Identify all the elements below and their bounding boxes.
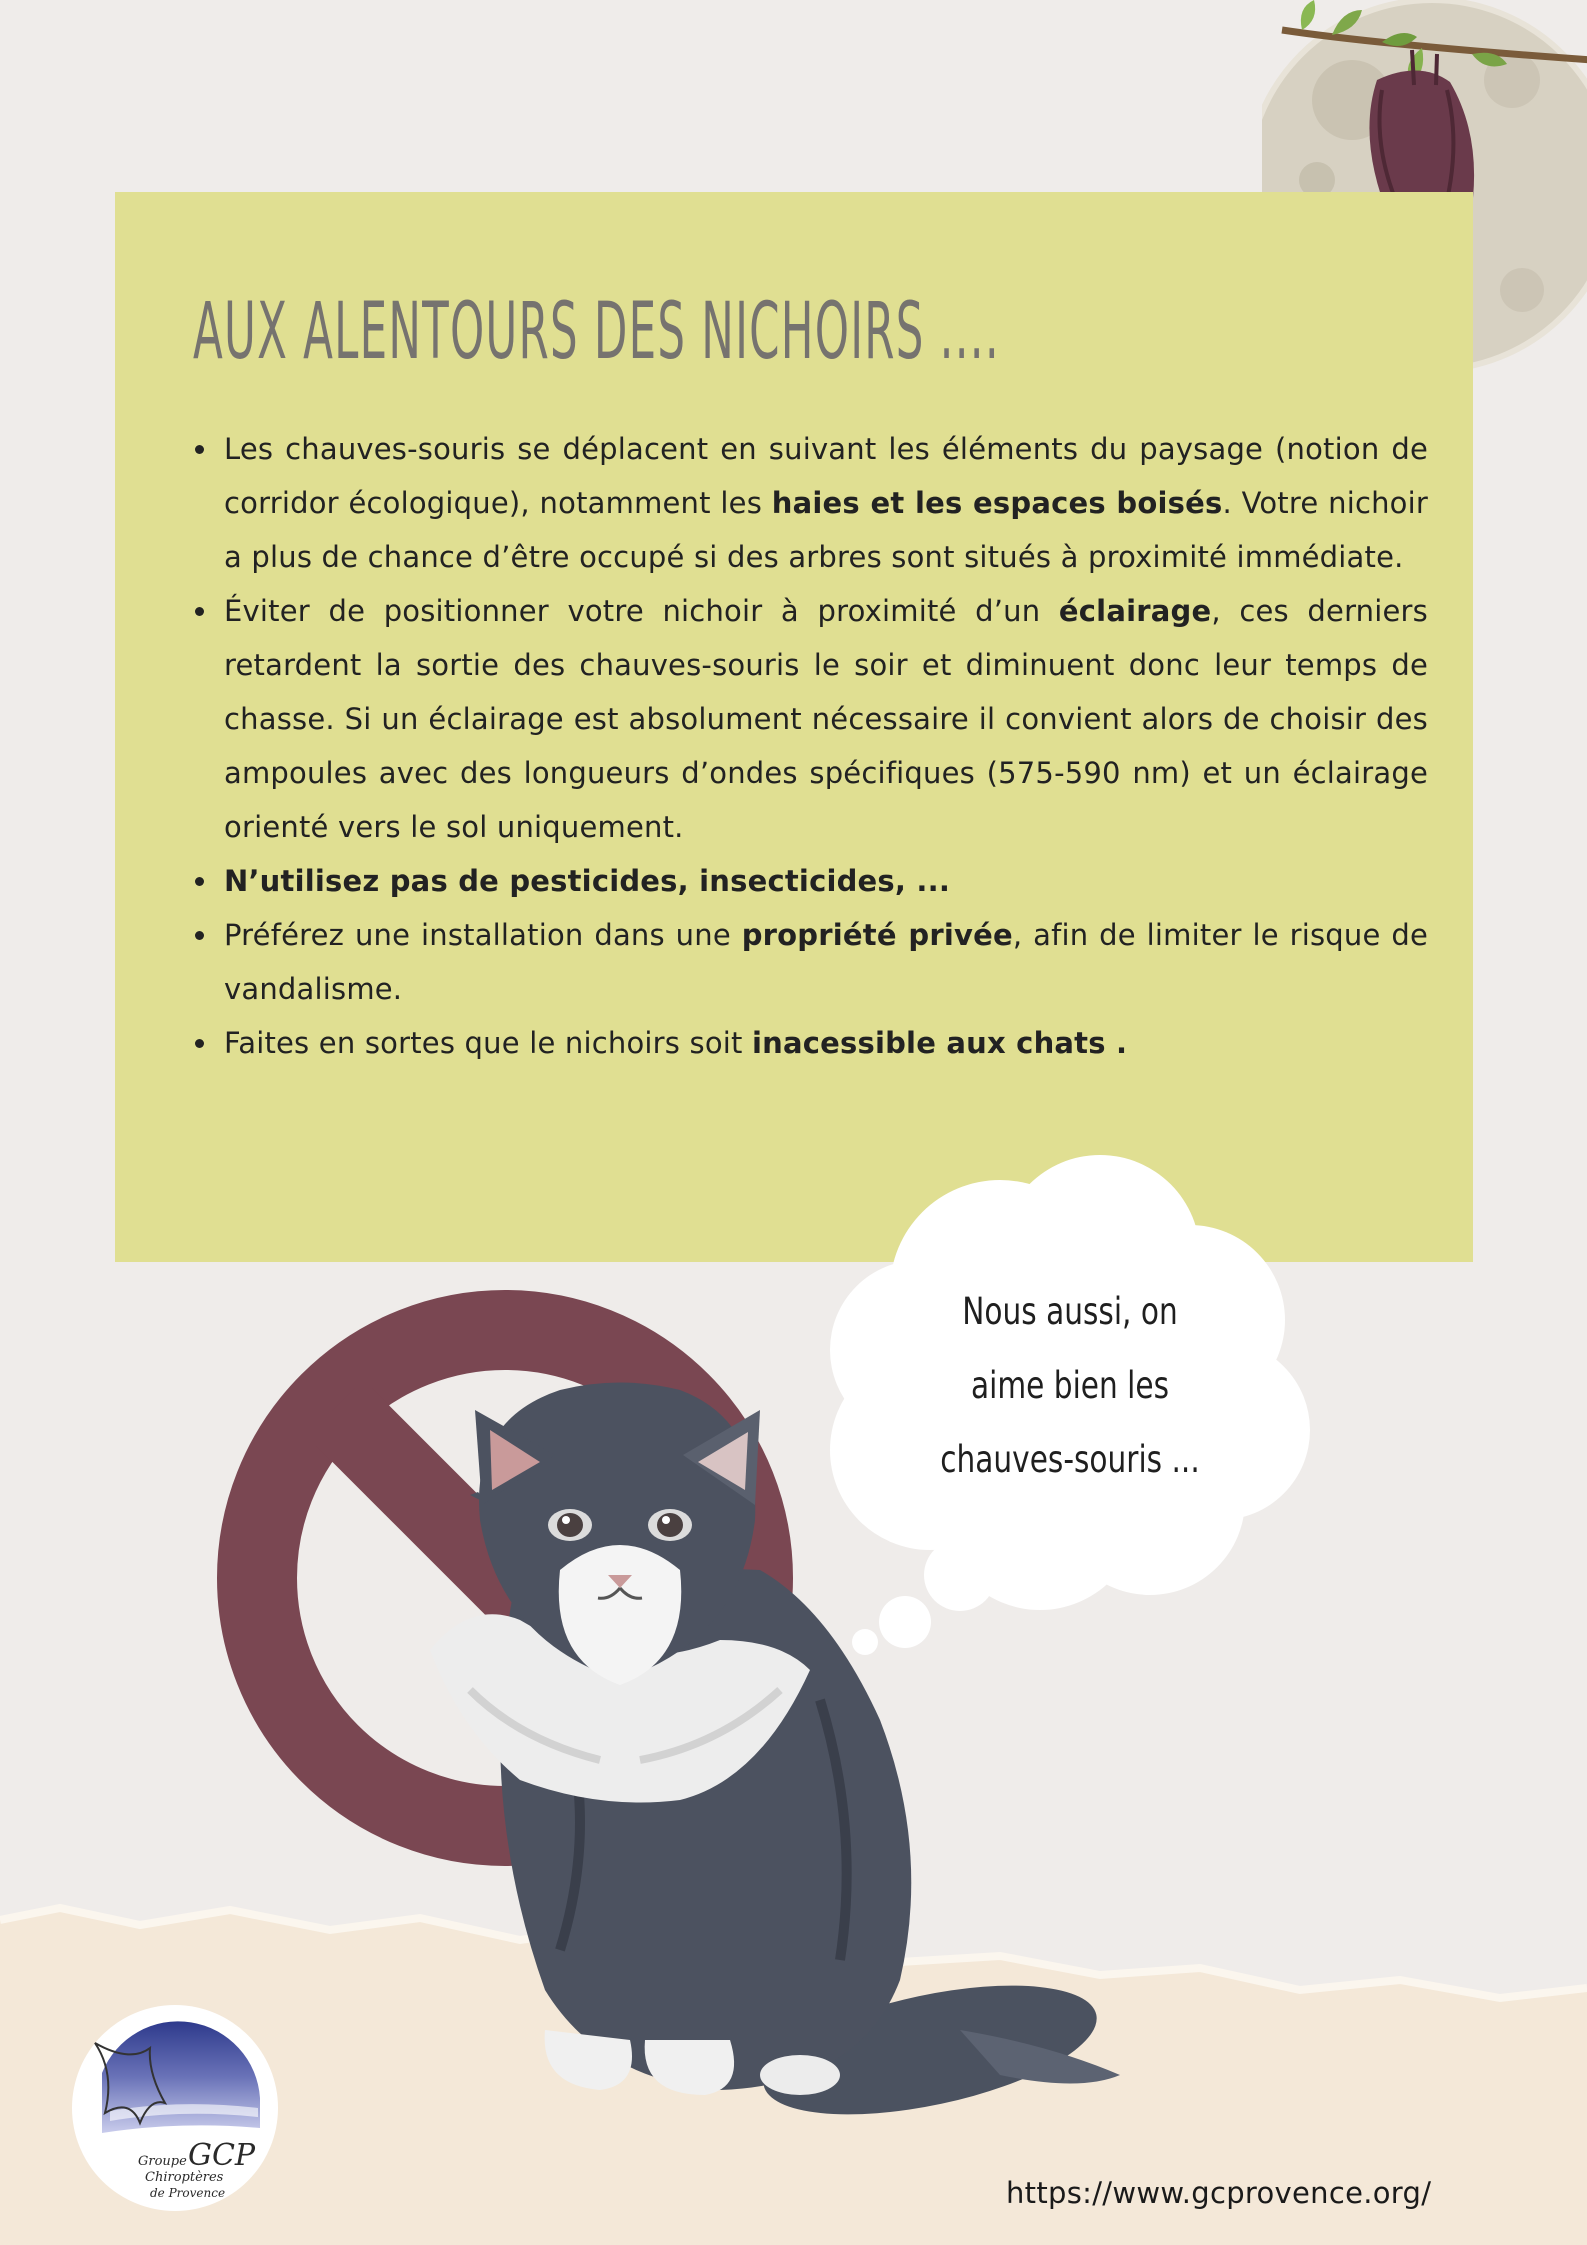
bullet-highlight: N’utilisez pas de pesticides, insecticides, ... [224, 864, 951, 898]
bullet-text: Faites en sortes que le nichoirs soit [224, 1026, 753, 1060]
bullet-text: . Votre nichoir a plus de chance d’être occupé si des arbres sont situés à proximité immédiate. [224, 486, 1429, 574]
bullet-text: Les chauves-souris se déplacent en suivant les éléments du paysage (notion de corridor écologique), notamment les [224, 432, 1428, 520]
website-link[interactable]: https://www.gcprovence.org/ [1006, 2176, 1432, 2210]
bullet-text: Éviter de positionner votre nichoir à proximité d’un [224, 594, 1059, 628]
list-item [193, 854, 1428, 908]
list-item [193, 1016, 1428, 1070]
logo-line: Groupe [138, 2154, 187, 2169]
bullet-highlight: éclairage [1058, 594, 1212, 628]
list-item [193, 422, 1428, 584]
bullet-highlight: propriété privée [741, 918, 1013, 952]
bullet-highlight: inacessible aux chats . [752, 1026, 1128, 1060]
bubble-line: chauves-souris ... [940, 1438, 1200, 1481]
page-title: AUX ALENTOURS DES NICHOIRS .... [193, 287, 1000, 377]
cat-scene [0, 1150, 1587, 2150]
bubble-line: Nous aussi, on [962, 1290, 1178, 1333]
bullet-highlight: haies et les espaces boisés [771, 486, 1223, 520]
bullet-text: , afin de limiter le risque de vandalisme. [224, 918, 1429, 1006]
bullet-text: Préférez une installation dans une [224, 918, 742, 952]
logo-line: de Provence [150, 2186, 226, 2200]
logo-main-text: GCP [188, 2138, 256, 2173]
logo-line: Chiroptères [145, 2170, 224, 2185]
list-item [193, 908, 1428, 1016]
thought-bubble-text [880, 1275, 1260, 1497]
list-item [193, 584, 1428, 854]
gcp-logo[interactable] [70, 2003, 280, 2213]
bullet-text: , ces derniers retardent la sortie des chauves-souris le soir et diminuent donc leur temps de chasse. Si un éclairage est absolument nécessaire il convient alors de choisir des ampoules avec des longueurs d’ondes spécifiques (575-590 nm) et un éclairage orienté vers le sol uniquement. [224, 594, 1428, 844]
advice-panel [115, 192, 1473, 1262]
bubble-line: aime bien les [970, 1364, 1170, 1407]
advice-list [193, 422, 1428, 1070]
